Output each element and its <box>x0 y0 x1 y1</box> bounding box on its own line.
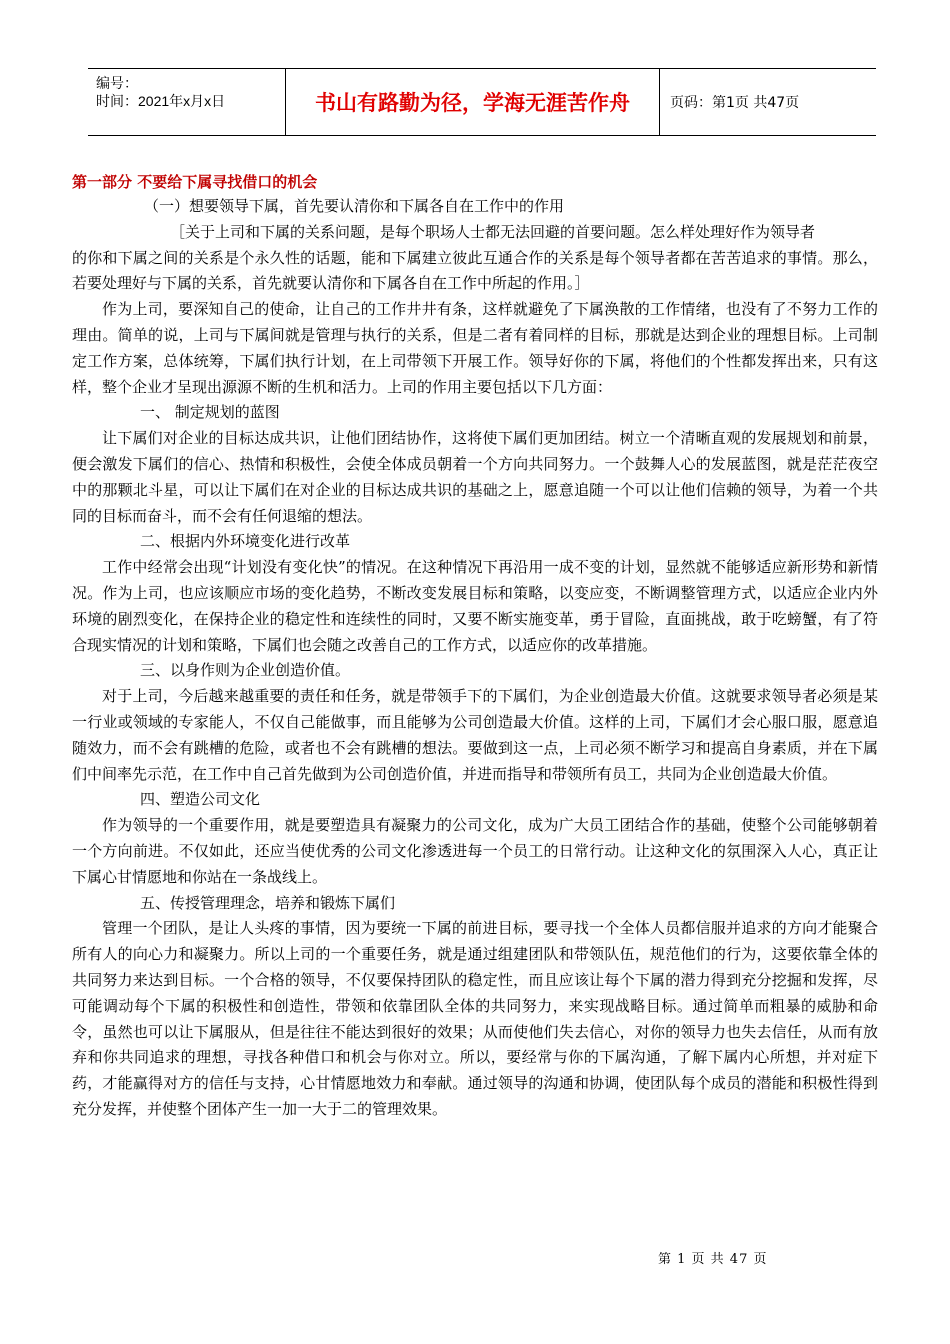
note-paragraph: 的你和下属之间的关系是个永久性的话题，能和下属建立彼此互通合作的关系是每个领导者都在苦苦追求的事情。那么，若要处理好与下属的关系，首先就要认清你和下属各自在工作中所起的作用。］ <box>72 248 878 293</box>
section-heading: 二、根据内外环境变化进行改革 <box>140 532 351 551</box>
header-motto: 书山有路勤为径，学海无涯苦作舟 <box>286 69 660 135</box>
section-paragraph: 作为领导的一个重要作用，就是要塑造具有凝聚力的公司文化，成为广大员工团结合作的基础，使整个公司能够朝着一个方向前进。不仅如此，还应当使优秀的公司文化渗透进每一个员工的日常行动。让这种文化的氛围深入人心，真正让下属心甘情愿地和你站在一条战线上。 <box>72 816 878 886</box>
document-number-label: 编号： <box>96 75 138 91</box>
page-header <box>88 68 876 136</box>
section-heading: 一、 制定规划的蓝图 <box>140 403 280 422</box>
section-heading: 四、塑造公司文化 <box>140 790 261 809</box>
section-paragraph: 让下属们对企业的目标达成共识，让他们团结协作，这将使下属们更加团结。树立一个清晰直观的发展规划和前景，便会激发下属们的信心、热情和积极性，会使全体成员朝着一个方向共同努力。一个鼓舞人心的发展蓝图，就是茫茫夜空中的那颗北斗星，可以让下属们在对企业的目标达成共识的基础之上，愿意追随一个可以让他们信赖的领导，为着一个共同的目标而奋斗，而不会有任何退缩的想法。 <box>72 429 878 525</box>
document-body <box>72 170 878 1123</box>
intro-paragraph: 作为上司，要深知自己的使命，让自己的工作井井有条，这样就避免了下属涣散的工作情绪，也没有了不努力工作的理由。简单的说，上司与下属间就是管理与执行的关系，但是二者有着同样的目标，那就是达到企业的理想目标。上司制定工作方案，总体统筹，下属们执行计划，在上司带领下开展工作。领导好你的下属，将他们的个性都发挥出来，只有这样，整个企业才呈现出源源不断的生机和活力。上司的作用主要包括以下几方面： <box>72 300 878 396</box>
subsection-title: （一）想要领导下属，首先要认清你和下属各自在工作中的作用 <box>144 197 565 215</box>
section-paragraph: 工作中经常会出现“计划没有变化快”的情况。在这种情况下再沿用一成不变的计划，显然就不能够适应新形势和新情况。作为上司，也应该顺应市场的变化趋势，不断改变发展目标和策略，以变应变，不断调整管理方式，以适应企业内外环境的剧烈变化，在保持企业的稳定性和连续性的同时，又要不断实施变革，勇于冒险，直面挑战，敢于吃螃蟹，有了符合现实情况的计划和策略，下属们也会随之改善自己的工作方式，以适应你的改革措施。 <box>72 558 878 654</box>
note-first-line: ［关于上司和下属的关系问题，是每个职场人士都无法回避的首要问题。怎么样处理好作为领导者 <box>170 222 816 241</box>
section-heading: 五、传授管理理念，培养和锻炼下属们 <box>140 893 396 912</box>
section-heading: 三、以身作则为企业创造价值。 <box>140 661 351 680</box>
page-footer: 第 1 页 共 47 页 <box>658 1252 768 1267</box>
header-meta <box>88 69 286 135</box>
section-title: 第一部分 不要给下属寻找借口的机会 <box>72 173 318 191</box>
document-time-label: 时间：2021年x月x日 <box>96 93 226 109</box>
section-paragraph: 对于上司，今后越来越重要的责任和任务，就是带领手下的下属们，为企业创造最大价值。这就要求领导者必须是某一行业或领域的专家能人，不仅自己能做事，而且能够为公司创造最大价值。这样的上司，下属们才会心服口服，愿意追随效力，而不会有跳槽的危险，或者也不会有跳槽的想法。要做到这一点，上司必须不断学习和提高自身素质，并在下属们中间率先示范，在工作中自己首先做到为公司创造价值，并进而指导和带领所有员工，共同为企业创造最大价值。 <box>72 687 878 783</box>
section-paragraph: 管理一个团队，是让人头疼的事情，因为要统一下属的前进目标，要寻找一个全体人员都信服并追求的方向才能聚合所有人的向心力和凝聚力。所以上司的一个重要任务，就是通过组建团队和带领队伍，规范他们的行为，这要依靠全体的共同努力来达到目标。一个合格的领导，不仅要保持团队的稳定性，而且应该让每个下属的潜力得到充分挖掘和发挥，尽可能调动每个下属的积极性和创造性，带领和依靠团队全体的共同努力，来实现战略目标。通过简单而粗暴的威胁和命令，虽然也可以让下属服从，但是往往不能达到很好的效果；从而使他们失去信心，对你的领导力也失去信任，从而有放弃和你共同追求的理想，寻找各种借口和机会与你对立。所以，要经常与你的下属沟通，了解下属内心所想，并对症下药，才能赢得对方的信任与支持，心甘情愿地效力和奉献。通过领导的沟通和协调，使团队每个成员的潜能和积极性得到充分发挥，并使整个团体产生一加一大于二的管理效果。 <box>72 919 878 1118</box>
header-page-info: 页码：第1页 共47页 <box>670 95 800 111</box>
